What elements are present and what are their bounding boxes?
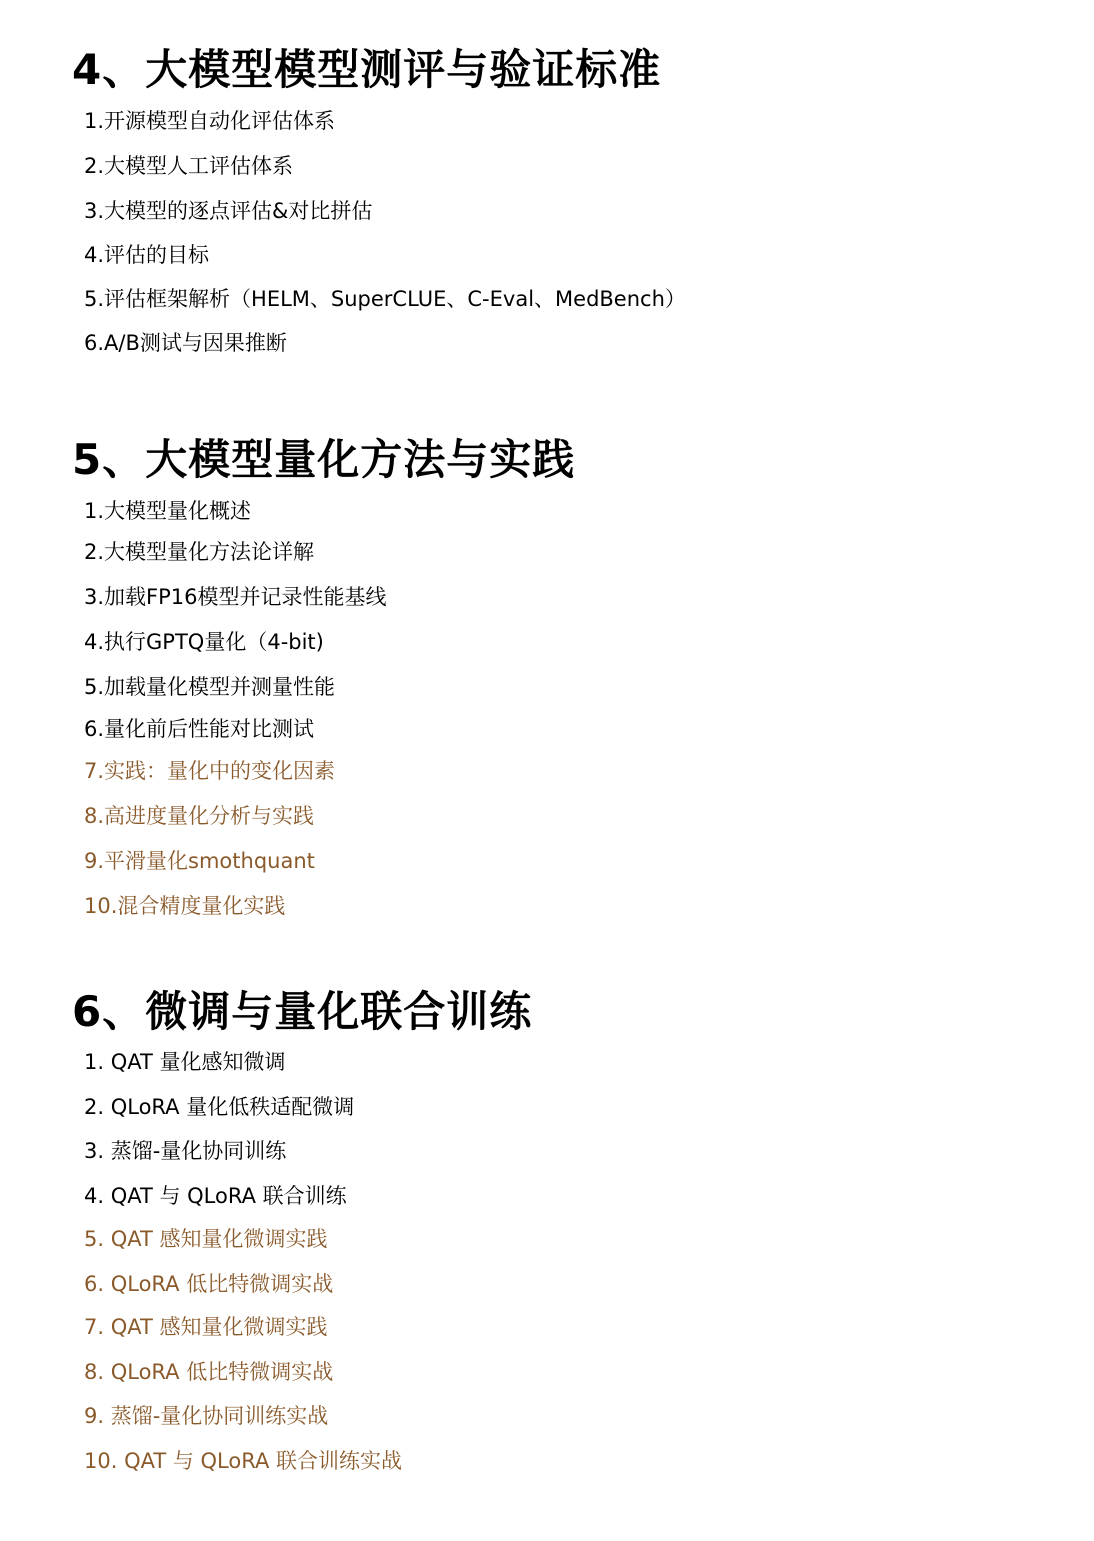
list-item: 10.混合精度量化实践 <box>84 894 286 918</box>
item-list <box>72 110 686 354</box>
list-item: 5. QAT 感知量化微调实践 <box>84 1227 328 1251</box>
list-item: 6.量化前后性能对比测试 <box>84 717 315 741</box>
list-item: 3. 蒸馏-量化协同训练 <box>84 1139 287 1163</box>
list-item: 2.大模型量化方法论详解 <box>84 540 315 564</box>
section-title: 4、大模型模型测评与验证标准 <box>72 45 662 94</box>
list-item: 7.实践：量化中的变化因素 <box>84 759 336 783</box>
list-item: 3.加载FP16模型并记录性能基线 <box>84 585 387 609</box>
list-item: 6.A/B测试与因果推断 <box>84 331 287 355</box>
section-title: 6、微调与量化联合训练 <box>72 987 533 1036</box>
list-item: 8. QLoRA 低比特微调实战 <box>84 1360 334 1384</box>
list-item: 9. 蒸馏-量化协同训练实战 <box>84 1404 329 1428</box>
list-item: 8.高进度量化分析与实践 <box>84 804 315 828</box>
list-item: 2.大模型人工评估体系 <box>84 154 294 178</box>
section-title: 5、大模型量化方法与实践 <box>72 435 576 484</box>
section-quantization <box>72 430 575 917</box>
list-item: 4.评估的目标 <box>84 243 210 267</box>
list-item: 1. QAT 量化感知微调 <box>84 1050 286 1074</box>
list-item: 3.大模型的逐点评估&对比拼估 <box>84 199 373 223</box>
list-item: 5.评估框架解析（HELM、SuperCLUE、C-Eval、MedBench） <box>84 287 686 311</box>
list-item: 4.执行GPTQ量化（4-bit) <box>84 630 324 654</box>
list-item: 6. QLoRA 低比特微调实战 <box>84 1272 334 1296</box>
list-item: 1.大模型量化概述 <box>84 499 252 523</box>
list-item: 7. QAT 感知量化微调实践 <box>84 1315 328 1339</box>
list-item: 2. QLoRA 量化低秩适配微调 <box>84 1095 355 1119</box>
list-item: 4. QAT 与 QLoRA 联合训练 <box>84 1184 347 1208</box>
list-item: 5.加载量化模型并测量性能 <box>84 675 336 699</box>
item-list <box>72 1051 532 1472</box>
section-finetune-quant <box>72 982 532 1472</box>
list-item: 9.平滑量化smothquant <box>84 849 315 873</box>
list-item: 10. QAT 与 QLoRA 联合训练实战 <box>84 1449 403 1473</box>
section-evaluation <box>72 40 686 354</box>
item-list <box>72 500 575 917</box>
list-item: 1.开源模型自动化评估体系 <box>84 109 336 133</box>
